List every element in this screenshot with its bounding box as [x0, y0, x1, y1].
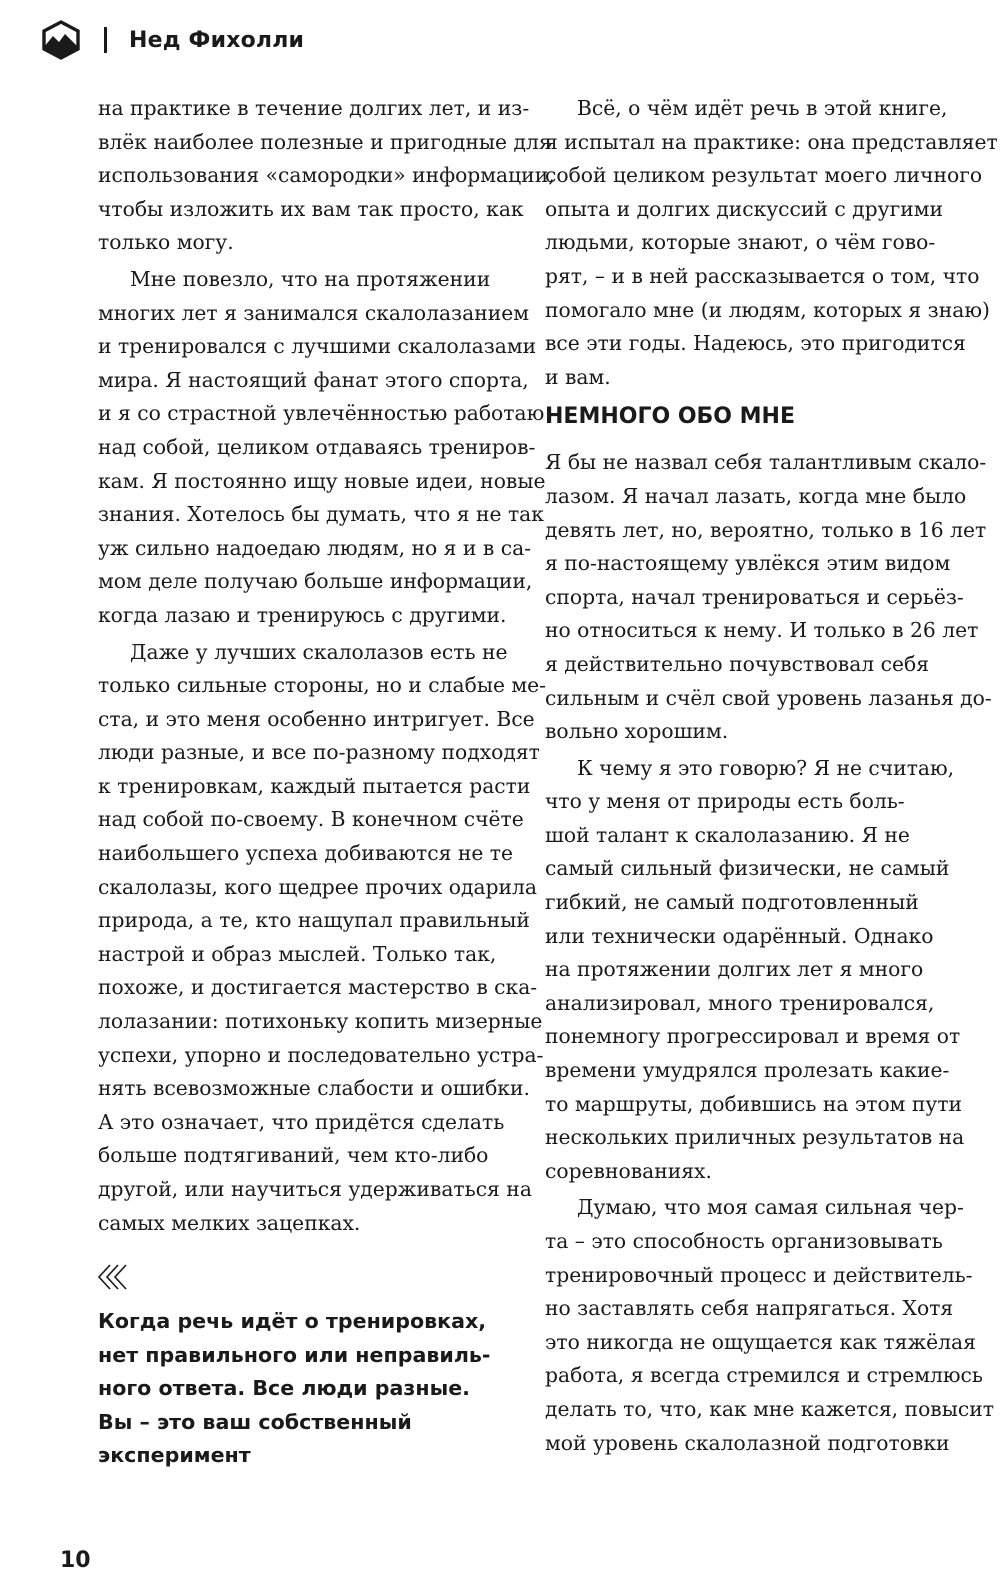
- pull-quote-line: Вы – это ваш собственный: [98, 1409, 412, 1434]
- page-number: 10: [60, 1548, 91, 1573]
- pull-quote-line: эксперимент: [98, 1443, 251, 1468]
- text-line: над собой по-своему. В конечном счёте: [98, 807, 524, 832]
- right-column: [545, 92, 998, 1460]
- text-line: Всё, о чём идёт речь в этой книге,: [577, 96, 948, 120]
- text-line: мом деле получаю больше информации,: [98, 569, 533, 594]
- text-line: А это означает, что придётся сделать: [98, 1109, 505, 1134]
- text-line: соревнованиях.: [545, 1158, 712, 1183]
- text-line: скалолазы, кого щедрее прочих одарила: [98, 874, 538, 899]
- text-line: опыта и долгих дискуссий с другими: [545, 196, 944, 221]
- text-line: это никогда не ощущается как тяжёлая: [545, 1329, 976, 1354]
- text-line: уж сильно надоедаю людям, но я и в са-: [98, 535, 532, 560]
- text-line: Думаю, что моя самая сильная чер-: [577, 1195, 964, 1220]
- text-line: самых мелких зацепках.: [98, 1210, 361, 1235]
- text-line: собой целиком результат моего личного: [545, 163, 983, 188]
- text-line: гибкий, не самый подготовленный: [545, 890, 919, 915]
- text-line: тренировочный процесс и действитель-: [545, 1262, 973, 1287]
- text-line: что у меня от природы есть боль-: [545, 789, 905, 814]
- text-line: та – это способность организовывать: [545, 1229, 943, 1253]
- pull-quote-line: ного ответа. Все люди разные.: [98, 1376, 470, 1401]
- text-line: девять лет, но, вероятно, только в 16 лет: [545, 517, 987, 542]
- pull-quote-line: нет правильного или неправиль-: [98, 1342, 491, 1367]
- text-line: но заставлять себя напрягаться. Хотя: [545, 1296, 954, 1321]
- text-line: люди разные, и все по-разному подходят: [98, 740, 540, 765]
- text-line: использования «самородки» информации,: [98, 163, 555, 188]
- text-line: кам. Я постоянно ищу новые идеи, новые: [98, 468, 546, 493]
- text-line: только могу.: [98, 230, 234, 255]
- text-line: мой уровень скалолазной подготовки: [545, 1430, 950, 1455]
- text-line: самый сильный физически, не самый: [545, 856, 950, 881]
- text-line: нять всевозможные слабости и ошибки.: [98, 1076, 530, 1101]
- text-line: лолазании: потихоньку копить мизерные: [98, 1009, 543, 1034]
- text-line: помогало мне (и людям, которых я знаю): [545, 297, 990, 322]
- text-line: успехи, упорно и последовательно устра-: [98, 1042, 544, 1067]
- text-line: сильным и счёл свой уровень лазанья до-: [545, 685, 992, 710]
- text-line: лазом. Я начал лазать, когда мне было: [545, 483, 967, 508]
- text-line: или технически одарённый. Однако: [545, 923, 934, 948]
- mountain-hexagon-icon: [40, 19, 82, 61]
- text-line: настрой и образ мыслей. Только так,: [98, 941, 497, 966]
- text-line: другой, или научиться удерживаться на: [98, 1177, 532, 1201]
- text-line: ста, и это меня особенно интригует. Все: [98, 706, 535, 731]
- text-line: все эти годы. Надеюсь, это пригодится: [545, 331, 966, 356]
- text-line: я по-настоящему увлёкся этим видом: [545, 551, 951, 576]
- pull-quote: [98, 1305, 528, 1473]
- text-line: времени умудрялся пролезать какие-: [545, 1058, 950, 1083]
- pull-quote-line: Когда речь идёт о тренировках,: [98, 1309, 487, 1333]
- text-line: понемногу прогрессировал и время от: [545, 1024, 961, 1049]
- text-line: только сильные стороны, но и слабые ме-: [98, 673, 547, 698]
- text-line: влёк наиболее полезные и пригодные для: [98, 129, 552, 154]
- text-line: вольно хорошим.: [545, 719, 729, 744]
- text-line: знания. Хотелось бы думать, что я не так: [98, 502, 544, 527]
- text-line: делать то, что, как мне кажется, повысит: [545, 1396, 994, 1421]
- text-line: я испытал на практике: она представляет: [545, 129, 998, 154]
- text-line: Мне повезло, что на протяжении: [130, 266, 491, 291]
- text-line: спорта, начал тренироваться и серьёз-: [545, 584, 964, 609]
- text-line: но относиться к нему. И только в 26 лет: [545, 618, 979, 643]
- text-line: работа, я всегда стремился и стремлюсь: [545, 1363, 983, 1388]
- left-column: [98, 92, 555, 1240]
- text-line: к тренировкам, каждый пытается расти: [98, 773, 531, 798]
- text-line: и я со страстной увлечённостью работаю: [98, 401, 545, 426]
- page-header: [40, 18, 304, 62]
- text-line: когда лазаю и тренируюсь с другими.: [98, 602, 507, 627]
- text-line: больше подтягиваний, чем кто-либо: [98, 1143, 489, 1168]
- text-line: анализировал, много тренировался,: [545, 990, 935, 1015]
- author-name: Нед Фихолли: [129, 27, 305, 53]
- text-line: Даже у лучших скалолазов есть не: [130, 639, 508, 664]
- text-line: чтобы изложить их вам так просто, как: [98, 196, 524, 221]
- text-line: над собой, целиком отдаваясь трениров-: [98, 434, 536, 459]
- text-line: нескольких приличных результатов на: [545, 1125, 965, 1150]
- text-line: то маршруты, добившись на этом пути: [545, 1091, 963, 1116]
- text-line: наибольшего успеха добиваются не те: [98, 841, 514, 866]
- text-line: людьми, которые знают, о чём гово-: [545, 230, 936, 255]
- text-line: мира. Я настоящий фанат этого спорта,: [98, 367, 529, 392]
- text-line: К чему я это говорю? Я не считаю,: [577, 755, 955, 780]
- text-line: рят, – и в ней рассказывается о том, что: [545, 263, 980, 288]
- text-line: я действительно почувствовал себя: [545, 651, 929, 676]
- text-line: шой талант к скалолазанию. Я не: [545, 822, 910, 847]
- text-line: на протяжении долгих лет я много: [545, 957, 924, 982]
- quote-chevrons-icon: [96, 1262, 136, 1292]
- text-line: Я бы не назвал себя талантливым скало-: [545, 450, 987, 475]
- text-line: и тренировался с лучшими скалолазами: [98, 334, 537, 359]
- text-line: и вам.: [545, 364, 611, 389]
- section-heading: НЕМНОГО ОБО МНЕ: [545, 404, 795, 430]
- header-divider: [104, 27, 107, 53]
- text-line: природа, а те, кто нащупал правильный: [98, 908, 530, 933]
- text-line: многих лет я занимался скалолазанием: [98, 300, 530, 325]
- text-line: похоже, и достигается мастерство в ска-: [98, 975, 538, 1000]
- text-line: на практике в течение долгих лет, и из-: [98, 96, 530, 120]
